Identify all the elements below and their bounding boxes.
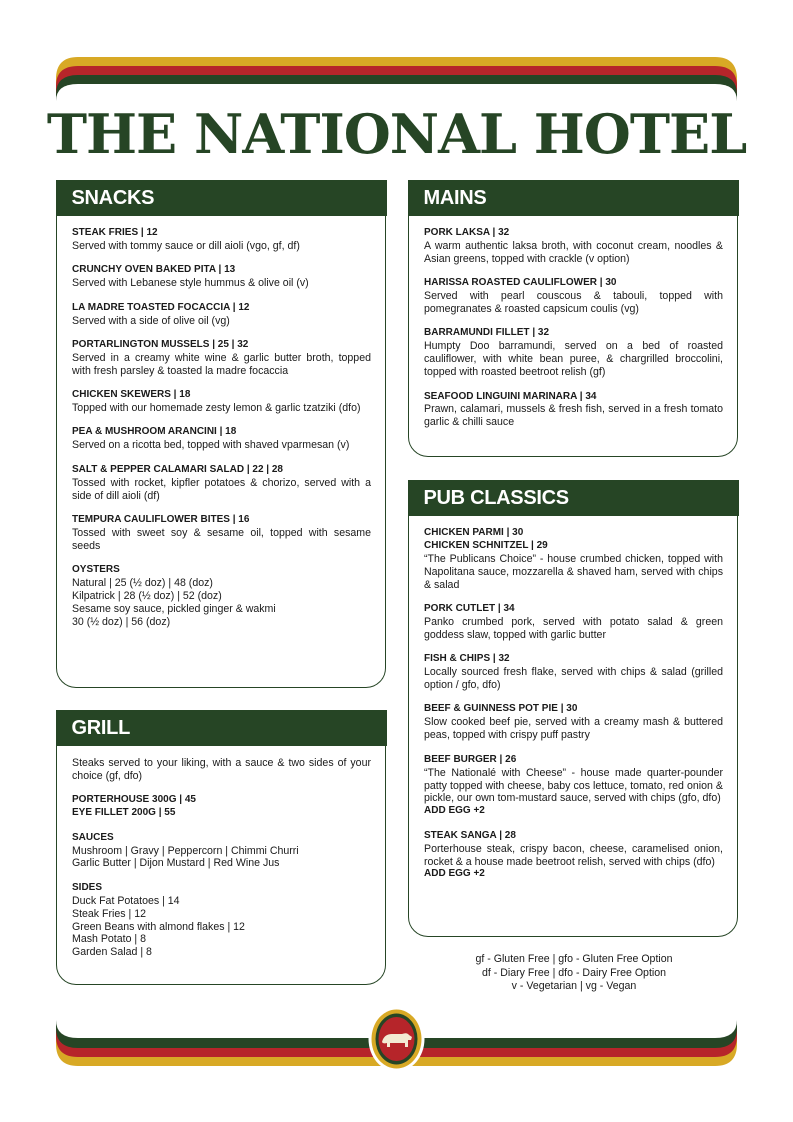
menu-item-description: Prawn, calamari, mussels & fresh fish, served in a fresh tomato garlic & chilli sauce: [424, 403, 723, 429]
menu-item-name: CHICKEN PARMI | 30: [424, 527, 524, 538]
menu-item-name: OYSTERS: [72, 564, 120, 576]
menu-item-extra: ADD EGG +2: [424, 805, 485, 817]
legend-line: df - Diary Free | dfo - Dairy Free Option: [481, 966, 667, 979]
menu-item-name: FISH & CHIPS | 32: [424, 653, 510, 665]
menu-item: [424, 830, 723, 882]
menu-item: [424, 227, 723, 266]
menu-item-description: Tossed with sweet soy & sesame oil, topped with sesame seeds: [72, 526, 371, 552]
oysters-item: [72, 564, 371, 629]
legend-line: v - Vegetarian | vg - Vegan: [511, 980, 637, 992]
menu-item-name: HARISSA ROASTED CAULIFLOWER | 30: [424, 277, 617, 289]
menu-item-description: Served with pearl couscous & tabouli, topped with pomegranates & roasted capsicum coulis (vg): [424, 290, 723, 316]
grill-heading: GRILL: [56, 710, 387, 746]
menu-item-name: BARRAMUNDI FILLET | 32: [424, 327, 550, 339]
menu-item-name: CHICKEN SKEWERS | 18: [72, 389, 191, 401]
legend-line: gf - Gluten Free | gfo - Gluten Free Option: [475, 953, 673, 965]
menu-item-description: “The Publicans Choice” - house crumbed chicken, topped with Napolitana sauce, mozzarella & shaved ham, served with chips & salad: [424, 552, 723, 591]
menu-item-name: PORTARLINGTON MUSSELS | 25 | 32: [72, 338, 249, 350]
menu-item: [72, 464, 371, 503]
menu-item-name: BEEF & GUINNESS POT PIE | 30: [424, 703, 578, 715]
menu-item: [72, 426, 371, 452]
menu-item-description: Served with a side of olive oil (vg): [72, 314, 230, 327]
menu-item-name: BEEF BURGER | 26: [424, 753, 517, 765]
dietary-legend: [409, 953, 739, 994]
oyster-line: Kilpatrick | 28 (½ doz) | 52 (doz): [72, 590, 222, 603]
menu-item-name: PORK LAKSA | 32: [424, 227, 510, 238]
side-item: Steak Fries | 12: [72, 907, 146, 920]
oyster-line: 30 (½ doz) | 56 (doz): [72, 615, 171, 628]
menu-item-name: STEAK FRIES | 12: [72, 227, 158, 238]
snacks-panel: [56, 180, 386, 688]
menu-item: [72, 514, 371, 553]
side-item: Mash Potato | 8: [72, 933, 147, 946]
sauce-line: Garlic Butter | Dijon Mustard | Red Wine Jus: [72, 857, 280, 870]
menu-item-description: Humpty Doo barramundi, served on a bed of roasted cauliflower, with white bean puree, & chargrilled broccolini, topped with roasted beetroot relish (gf): [424, 340, 723, 379]
page-title: THE NATIONAL HOTEL: [46, 102, 747, 166]
snacks-list: [72, 227, 371, 640]
menu-item: [424, 527, 723, 592]
menu-item-name: TEMPURA CAULIFLOWER BITES | 16: [72, 514, 250, 525]
menu-item-description: Panko crumbed pork, served with potato salad & green goddess slaw, topped with garlic butter: [424, 615, 723, 641]
mains-panel: [408, 180, 738, 457]
menu-item-name: SEAFOOD LINGUINI MARINARA | 34: [424, 390, 597, 402]
menu-item-description: Served on a ricotta bed, topped with shaved vparmesan (v): [72, 439, 350, 452]
oyster-line: Natural | 25 (½ doz) | 48 (doz): [72, 577, 213, 590]
menu-item-description: Topped with our homemade zesty lemon & garlic tzatziki (dfo): [72, 402, 361, 415]
menu-item-name: LA MADRE TOASTED FOCACCIA | 12: [72, 301, 250, 313]
side-item: Duck Fat Potatoes | 14: [72, 894, 180, 907]
menu-item-description: Slow cooked beef pie, served with a creamy mash & buttered peas, topped with crispy puff pastry: [424, 716, 723, 742]
menu-item: [424, 754, 723, 819]
side-item: Garden Salad | 8: [72, 946, 152, 959]
steak-item: PORTERHOUSE 300G | 45: [72, 794, 196, 806]
grill-panel: [56, 710, 386, 985]
menu-item-name: STEAK SANGA | 28: [424, 829, 516, 841]
mains-heading: MAINS: [408, 180, 739, 216]
menu-item: [424, 653, 723, 692]
menu-item-description: “The Nationalé with Cheese” - house made quarter-pounder patty topped with cheese, baby cos lettuce, tomato, red onion & pickle, our own tom-mustard sauce, served with chips (gfo, dfo): [424, 766, 723, 805]
menu-item-name: PEA & MUSHROOM ARANCINI | 18: [72, 426, 237, 438]
snacks-heading: SNACKS: [56, 180, 387, 216]
menu-item-description: Porterhouse steak, crispy bacon, cheese, caramelised onion, rocket & a house made beetroot relish, served with chips (dfo): [424, 842, 723, 868]
menu-item-description: Locally sourced fresh flake, served with chips & salad (grilled option / gfo, dfo): [424, 666, 723, 692]
menu-item-name: PORK CUTLET | 34: [424, 603, 515, 615]
menu-item-description: Served with tommy sauce or dill aioli (vgo, gf, df): [72, 239, 300, 252]
sauce-line: Mushroom | Gravy | Peppercorn | Chimmi Churri: [72, 844, 299, 857]
pub-classics-list: [424, 527, 723, 893]
menu-item-description: Tossed with rocket, kipfler potatoes & chorizo, served with a side of dill aioli (df): [72, 476, 371, 502]
menu-item: [424, 603, 723, 642]
menu-item: [424, 277, 723, 316]
pub-classics-panel: [408, 480, 738, 937]
oyster-line: Sesame soy sauce, pickled ginger & wakmi: [72, 602, 276, 615]
menu-item: [424, 391, 723, 430]
bear-logo-icon: [368, 1006, 425, 1072]
menu-item: [72, 339, 371, 378]
steak-item: EYE FILLET 200G | 55: [72, 807, 176, 819]
menu-item-description: Served in a creamy white wine & garlic butter broth, topped with fresh parsley & toasted la madre focaccia: [72, 351, 371, 377]
menu-item: [72, 389, 371, 415]
sauces-title: SAUCES: [72, 831, 114, 843]
pub-classics-heading: PUB CLASSICS: [408, 480, 739, 516]
menu-item-description: Served with Lebanese style hummus & olive oil (v): [72, 277, 309, 290]
side-item: Green Beans with almond flakes | 12: [72, 920, 245, 933]
menu-item-name: SALT & PEPPER CALAMARI SALAD | 22 | 28: [72, 463, 283, 475]
menu-item: [72, 264, 371, 290]
menu-item: [72, 227, 371, 253]
menu-item: [424, 703, 723, 742]
mains-list: [424, 227, 723, 441]
menu-item: [72, 302, 371, 328]
menu-item-extra: ADD EGG +2: [424, 868, 485, 880]
top-stripes: [56, 57, 737, 105]
menu-item-name: CHICKEN SCHNITZEL | 29: [424, 539, 548, 551]
menu-item-description: A warm authentic laksa broth, with coconut cream, noodles & Asian greens, topped with crackle (v option): [424, 239, 723, 265]
menu-item: [424, 327, 723, 379]
sides-title: SIDES: [72, 881, 103, 893]
grill-intro: Steaks served to your liking, with a sauce & two sides of your choice (gf, dfo): [72, 757, 371, 782]
grill-body: [72, 757, 371, 959]
menu-item-name: CRUNCHY OVEN BAKED PITA | 13: [72, 264, 236, 276]
